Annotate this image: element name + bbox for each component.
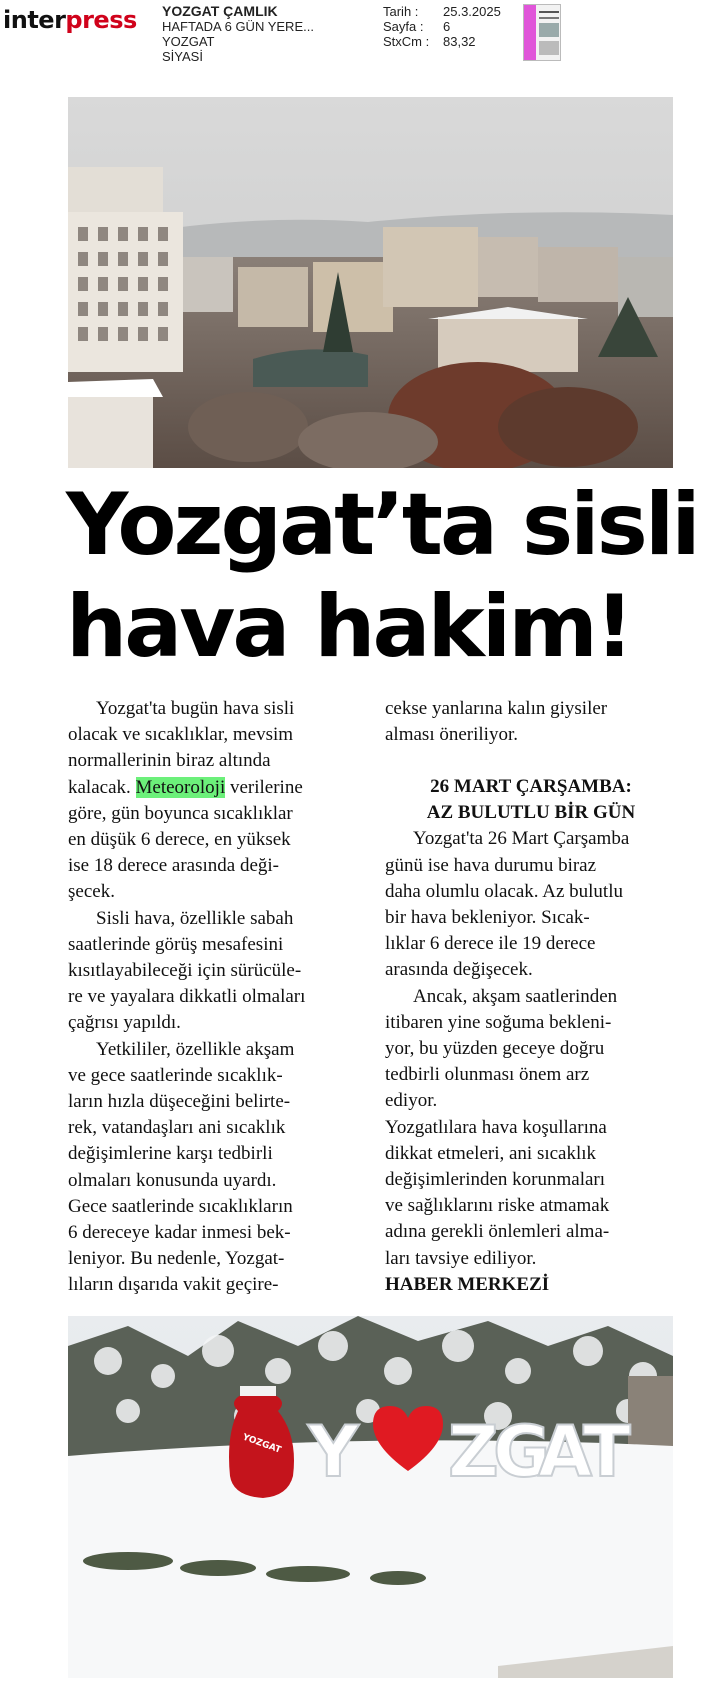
logo-part2: press: [65, 6, 137, 34]
text-line: Sisli hava, özellikle sabah: [96, 907, 294, 929]
text-line: lıların dışarıda vakit geçire-: [68, 1274, 279, 1296]
text-line: en düşük 6 derece, en yüksek: [68, 829, 291, 851]
subheading-line-1: 26 MART ÇARŞAMBA:: [430, 776, 632, 798]
text-line: değişimlerine karşı tedbirli: [68, 1143, 273, 1165]
text-line: bir hava bekleniyor. Sıcak-: [385, 907, 590, 929]
size-label: StxCm :: [383, 34, 430, 49]
sign-letter-y: Y: [308, 1411, 359, 1493]
text-line: olacak ve sıcaklıklar, mevsim: [68, 724, 294, 746]
yozgat-sign-photo: [68, 1316, 673, 1678]
text-line: ise 18 derece arasında deği-: [68, 855, 280, 877]
text-line: Yetkililer, özellikle akşam: [96, 1038, 295, 1060]
foggy-city-photo: [68, 97, 673, 468]
text-line: kısıtlayabileceği için sürücüle-: [68, 960, 302, 982]
text-line: ların hızla düşeceğini belirte-: [68, 1091, 291, 1113]
text-line: yor, bu yüzden geceye doğru: [385, 1038, 605, 1060]
highlighted-term: Meteoroloji: [135, 776, 226, 798]
date-label: Tarih :: [383, 4, 419, 19]
interpress-logo: [3, 6, 137, 34]
date-value: 25.3.2025: [443, 4, 501, 19]
text-line: ediyor.: [385, 1090, 438, 1112]
logo-part1: inter: [3, 6, 66, 34]
headline: [66, 474, 698, 678]
sign-letter-z: Z: [448, 1411, 499, 1493]
text-line: leniyor. Bu nedenle, Yozgat-: [68, 1248, 285, 1270]
sign-letter-a: A: [538, 1411, 593, 1493]
clipping-details: [383, 4, 501, 49]
text-line: cekse yanlarına kalın giysiler: [385, 698, 608, 719]
text-line: çağrısı yapıldı.: [68, 1012, 181, 1034]
text-line: itibaren yine soğuma bekleni-: [385, 1011, 612, 1033]
text-line: tedbirli olunması önem arz: [385, 1064, 590, 1086]
text-line: ları tavsiye ediliyor.: [385, 1247, 537, 1269]
text-line: rek, vatandaşları ani sıcaklık: [68, 1117, 286, 1139]
text-line: alması öneriliyor.: [385, 724, 518, 746]
text-line: değişimlerinden korunmaları: [385, 1169, 606, 1191]
article-short-title: HAFTADA 6 GÜN YERE...: [162, 19, 314, 34]
sign-letter-g: G: [493, 1411, 551, 1493]
page-thumbnail: [523, 4, 561, 61]
text-line: günü ise hava durumu biraz: [385, 854, 597, 876]
text-line: göre, gün boyunca sıcaklıklar: [68, 802, 293, 824]
size-value: 83,32: [443, 34, 476, 49]
text-line: lıklar 6 derece ile 19 derece: [385, 933, 596, 955]
text-line: Gece saatlerinde sıcaklıkların: [68, 1195, 293, 1217]
text-line: kalacak. Meteoroloji verilerine: [68, 776, 303, 798]
publication-name: YOZGAT ÇAMLIK: [162, 3, 278, 19]
headline-line-1: Yozgat’ta sisli: [66, 475, 698, 575]
byline: HABER MERKEZİ: [385, 1273, 550, 1295]
page-label: Sayfa :: [383, 19, 424, 34]
text-line: dikkat etmeleri, ani sıcaklık: [385, 1142, 597, 1164]
category-label: SİYASİ: [162, 49, 203, 64]
text-line: ve sağlıklarını riske atmamak: [385, 1195, 610, 1217]
text-line: ve gece saatlerinde sıcaklık-: [68, 1064, 283, 1086]
page-value: 6: [443, 19, 451, 34]
text-line: Yozgat'ta 26 Mart Çarşamba: [413, 828, 630, 850]
text-line: normallerinin biraz altında: [68, 750, 271, 772]
city-label: YOZGAT: [162, 34, 215, 49]
text-line: Ancak, akşam saatlerinden: [413, 985, 618, 1007]
subheading-line-2: AZ BULUTLU BİR GÜN: [426, 802, 636, 824]
text-line: 6 dereceye kadar inmesi bek-: [68, 1222, 291, 1244]
sign-letter-t: T: [583, 1411, 631, 1493]
article-column-1: [68, 696, 364, 1299]
jug-label: YOZGAT: [241, 1432, 283, 1456]
clipping-meta: [162, 4, 314, 64]
text-line: olmaları konusunda uyardı.: [68, 1169, 277, 1191]
article-column-2: [385, 696, 677, 1298]
text-line: arasında değişecek.: [385, 959, 533, 981]
text-line: daha olumlu olacak. Az bulutlu: [385, 880, 623, 902]
text-line: Yozgat'ta bugün hava sisli: [96, 698, 295, 719]
text-line: Yozgatlılara hava koşullarına: [385, 1116, 607, 1138]
text-line: saatlerinde görüş mesafesini: [68, 933, 284, 955]
headline-line-2: hava hakim!: [66, 577, 632, 677]
text-line: şecek.: [68, 881, 115, 903]
text-line: re ve yayalara dikkatli olmaları: [68, 986, 306, 1008]
text-line: adına gerekli önlemleri alma-: [385, 1221, 610, 1243]
